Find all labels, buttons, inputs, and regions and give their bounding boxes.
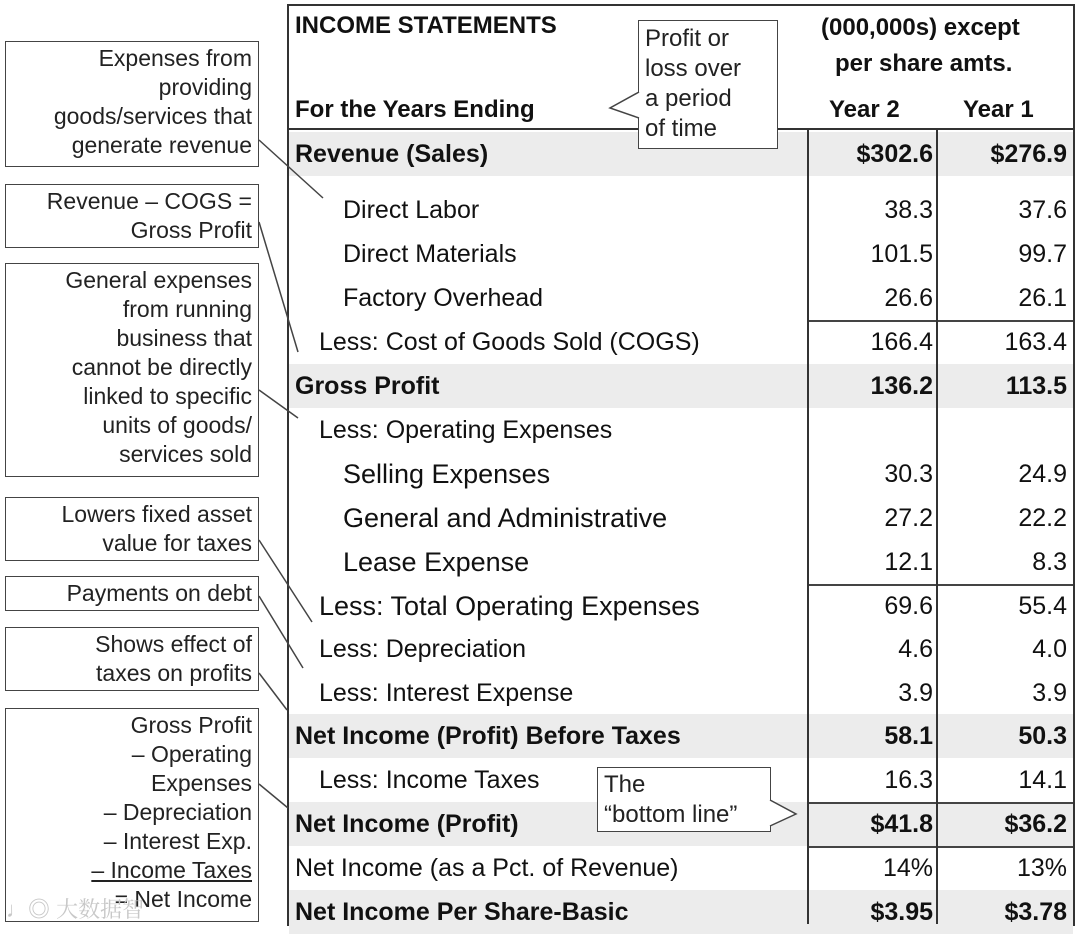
callout-line: value for taxes — [102, 530, 252, 556]
table-row — [289, 890, 1073, 934]
value-year2: 27.2 — [884, 504, 933, 532]
row-label: Net Income (as a Pct. of Revenue) — [295, 854, 679, 882]
tip-line: “bottom line” — [604, 801, 738, 828]
value-year2: $3.95 — [870, 898, 933, 926]
row-label: Revenue (Sales) — [295, 140, 489, 168]
row-label: Less: Interest Expense — [319, 679, 574, 707]
subtotal-rule — [807, 320, 1073, 322]
value-year2: $302.6 — [856, 140, 933, 168]
callout-line: units of goods/ — [102, 412, 252, 438]
row-label: Lease Expense — [343, 547, 530, 577]
value-year1: 3.9 — [1032, 679, 1067, 707]
callout-line: Expenses from — [98, 45, 252, 71]
row-label: Net Income Per Share-Basic — [295, 898, 629, 926]
value-year1: 163.4 — [1004, 328, 1067, 356]
callout-taxes — [5, 627, 259, 691]
tip-line: The — [604, 771, 646, 798]
value-year2: 58.1 — [884, 722, 933, 750]
callout-cogs — [5, 41, 259, 167]
value-year2: 30.3 — [884, 460, 933, 488]
value-year2 — [813, 408, 933, 452]
callout-line: linked to specific — [83, 383, 252, 409]
callout-gross-profit — [5, 184, 259, 248]
leader-taxes — [259, 673, 287, 710]
callout-operating-expenses — [5, 263, 259, 477]
statement-subtitle: For the Years Ending — [295, 96, 535, 123]
table-row — [289, 232, 1073, 276]
value-year2: 14% — [882, 854, 933, 882]
row-label: Selling Expenses — [343, 459, 551, 489]
subtotal-rule — [807, 584, 1073, 586]
row-label: Factory Overhead — [343, 284, 544, 312]
table-row — [289, 496, 1073, 540]
value-year2: 38.3 — [884, 196, 933, 224]
value-year1: 37.6 — [1018, 196, 1067, 224]
value-year2: 166.4 — [870, 328, 933, 356]
value-year1: 13% — [1016, 854, 1067, 882]
value-year1: $36.2 — [1004, 810, 1067, 838]
value-year2: 26.6 — [884, 284, 933, 312]
tip-line: Profit or — [645, 25, 730, 52]
row-label: Less: Operating Expenses — [319, 416, 613, 444]
callout-line: – Operating — [131, 741, 252, 767]
column-header-year2: Year 2 — [829, 96, 900, 123]
callout-line: – Depreciation — [103, 799, 252, 825]
value-year1: 99.7 — [1018, 240, 1067, 268]
value-year1: 22.2 — [1018, 504, 1067, 532]
units-note-line1: (000,000s) except — [821, 14, 1020, 41]
value-year1: $276.9 — [990, 140, 1067, 168]
table-row — [289, 584, 1073, 628]
table-row — [289, 452, 1073, 496]
tip-period — [638, 20, 778, 149]
value-year2: 4.6 — [898, 635, 933, 663]
value-year1: 113.5 — [1005, 372, 1067, 400]
table-row — [289, 276, 1073, 320]
table-row — [289, 671, 1073, 715]
value-year1 — [941, 408, 1067, 452]
table-row — [289, 320, 1073, 364]
callout-line: Shows effect of — [95, 631, 252, 657]
value-year2: 12.1 — [884, 548, 933, 576]
callout-line: from running — [122, 296, 252, 322]
row-label: Less: Income Taxes — [319, 766, 540, 794]
leader-net — [259, 784, 288, 808]
table-row — [289, 408, 1073, 452]
table-row — [289, 846, 1073, 890]
row-label: Direct Labor — [343, 196, 480, 224]
row-label: Direct Materials — [343, 240, 517, 268]
table-row — [289, 188, 1073, 232]
row-label: Less: Total Operating Expenses — [319, 591, 700, 621]
callout-line: taxes on profits — [96, 660, 252, 686]
callout-line: goods/services that — [53, 103, 252, 129]
value-year2: $41.8 — [870, 810, 933, 838]
subtotal-rule — [807, 802, 1073, 804]
row-label: Gross Profit — [295, 372, 440, 400]
subtotal-rule — [807, 846, 1073, 848]
callout-line: Revenue – COGS = — [46, 188, 252, 214]
row-label: General and Administrative — [343, 503, 668, 533]
table-row — [289, 627, 1073, 671]
tip-line: a period — [645, 85, 732, 112]
callout-line: – Income Taxes — [91, 857, 252, 883]
value-year1: $3.78 — [1004, 898, 1067, 926]
callout-line: cannot be directly — [71, 354, 252, 380]
row-label: Net Income (Profit) — [295, 810, 519, 838]
row-label: Less: Depreciation — [319, 635, 527, 663]
callout-line: services sold — [119, 441, 252, 467]
callout-line: Lowers fixed asset — [61, 501, 252, 527]
tip-line: loss over — [645, 55, 742, 82]
value-year2: 3.9 — [898, 679, 933, 707]
value-year1: 50.3 — [1018, 722, 1067, 750]
callout-line: General expenses — [65, 267, 252, 293]
table-row — [289, 364, 1073, 408]
callout-line: Expenses — [150, 770, 252, 796]
tip-bottom-line — [597, 767, 771, 832]
value-year2: 101.5 — [870, 240, 933, 268]
watermark: ♩◎ 大数据智 — [6, 897, 145, 922]
value-year2: 16.3 — [884, 766, 933, 794]
callout-line: – Interest Exp. — [103, 828, 252, 854]
table-row — [289, 714, 1073, 758]
callout-line: business that — [116, 325, 252, 351]
callout-line: = Net Income — [114, 886, 252, 912]
callout-line: Payments on debt — [66, 580, 252, 606]
row-label: Less: Cost of Goods Sold (COGS) — [319, 328, 700, 356]
value-year1: 26.1 — [1018, 284, 1067, 312]
statement-title: INCOME STATEMENTS — [295, 12, 557, 39]
callout-line: providing — [158, 74, 252, 100]
table-row — [289, 540, 1073, 584]
callout-depreciation — [5, 497, 259, 561]
value-year1: 24.9 — [1018, 460, 1067, 488]
value-year2: 69.6 — [884, 592, 933, 620]
tip-line: of time — [645, 115, 718, 142]
column-divider — [936, 128, 938, 924]
units-note-line2: per share amts. — [835, 50, 1013, 77]
callout-line: generate revenue — [71, 132, 252, 158]
value-year1: 8.3 — [1032, 548, 1067, 576]
callout-interest — [5, 576, 259, 611]
row-label: Net Income (Profit) Before Taxes — [295, 722, 681, 750]
callout-net-income — [5, 708, 259, 922]
value-year1: 55.4 — [1018, 592, 1067, 620]
callout-line: Gross Profit — [130, 217, 252, 243]
value-year2: 136.2 — [870, 372, 933, 400]
callout-line: Gross Profit — [130, 712, 252, 738]
column-divider — [807, 128, 809, 924]
value-year1: 4.0 — [1032, 635, 1067, 663]
value-year1: 14.1 — [1018, 766, 1067, 794]
column-header-year1: Year 1 — [963, 96, 1034, 123]
